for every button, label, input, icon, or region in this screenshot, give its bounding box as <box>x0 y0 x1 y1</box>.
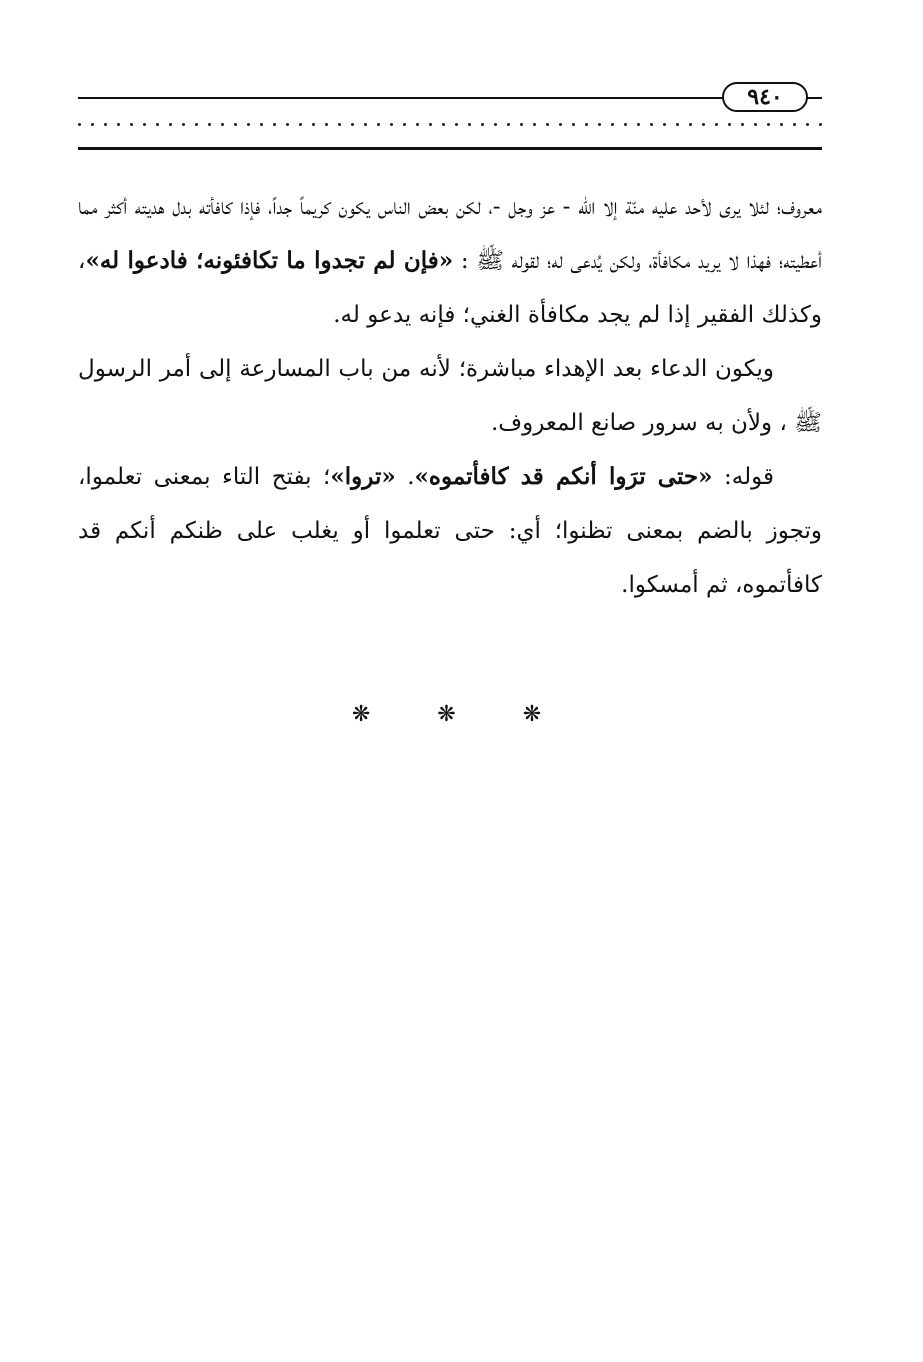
divider-dot <box>429 123 432 126</box>
divider-dot <box>377 123 380 126</box>
divider-dot <box>247 123 250 126</box>
divider-dot <box>156 123 159 126</box>
divider-dot <box>715 123 718 126</box>
divider-dot <box>793 123 796 126</box>
divider-dot <box>468 123 471 126</box>
divider-dot <box>351 123 354 126</box>
divider-dot <box>754 123 757 126</box>
divider-dot <box>169 123 172 126</box>
divider-dot <box>806 123 809 126</box>
hadith-quote: «فإن لم تجدوا ما تكافئونه؛ فادعوا له» <box>85 247 454 274</box>
paragraph-3-sep: . <box>395 464 415 490</box>
divider-dot <box>117 123 120 126</box>
divider-dot <box>741 123 744 126</box>
quoted-word: «تروا» <box>330 463 396 490</box>
divider-dot <box>689 123 692 126</box>
paragraph-3-rest: ؛ بفتح التاء بمعنى تعلموا، وتجوز بالضم بمعنى تظنوا؛ أي: حتى تعلموا أو يغلب على ظنكم أنكم قد كافأتموه، ثم أمسكوا. <box>78 464 822 598</box>
paragraph-1-text-a: معروف؛ لئلا يرى لأحد عليه منّة إلا الله - عز وجل -، لكن بعض الناس يكون كريماً جداً، فإذا كافأته بدل هديته أكثر مما أعطيته؛ فهذا لا يريد مكافأة، ولكن يُدعى له؛ لقوله ﷺ : <box>78 194 822 274</box>
divider-dot <box>624 123 627 126</box>
paragraph-2: ويكون الدعاء بعد الإهداء مباشرة؛ لأنه من باب المسارعة إلى أمر الرسول ﷺ ، ولأن به سرور صانع المعروف. <box>78 356 822 436</box>
divider-dot <box>494 123 497 126</box>
divider-dot <box>208 123 211 126</box>
divider-dot <box>546 123 549 126</box>
divider-dot <box>585 123 588 126</box>
divider-dot <box>819 123 822 126</box>
page-number: ٩٤٠ <box>747 84 783 110</box>
divider-dot <box>234 123 237 126</box>
divider-dot <box>572 123 575 126</box>
dotted-divider <box>78 118 822 130</box>
divider-dot <box>273 123 276 126</box>
divider-dot <box>195 123 198 126</box>
paragraph-3-lead: قوله: <box>712 464 774 490</box>
divider-dot <box>676 123 679 126</box>
divider-dot <box>663 123 666 126</box>
divider-dot <box>780 123 783 126</box>
divider-dot <box>520 123 523 126</box>
divider-dot <box>130 123 133 126</box>
divider-dot <box>611 123 614 126</box>
divider-dot <box>338 123 341 126</box>
divider-dot <box>390 123 393 126</box>
divider-dot <box>767 123 770 126</box>
divider-dot <box>702 123 705 126</box>
paragraph-3 <box>78 450 822 612</box>
page-number-badge <box>722 82 808 112</box>
header-top-rule <box>78 97 822 99</box>
page-body <box>78 180 822 612</box>
divider-dot <box>260 123 263 126</box>
divider-dot <box>221 123 224 126</box>
divider-dot <box>286 123 289 126</box>
divider-dot <box>182 123 185 126</box>
divider-dot <box>312 123 315 126</box>
divider-dot <box>143 123 146 126</box>
divider-dot <box>481 123 484 126</box>
divider-dot <box>403 123 406 126</box>
divider-dot <box>637 123 640 126</box>
divider-dot <box>78 123 81 126</box>
header-bottom-rule <box>78 147 822 150</box>
divider-dot <box>650 123 653 126</box>
page-header <box>78 78 822 158</box>
divider-dot <box>416 123 419 126</box>
divider-dot <box>559 123 562 126</box>
divider-dot <box>728 123 731 126</box>
paragraph-1-text-b: ، وكذلك الفقير إذا لم يجد مكافأة الغني؛ فإنه يدعو له. <box>78 248 822 328</box>
paragraph-1 <box>78 180 822 342</box>
divider-dot <box>364 123 367 126</box>
divider-dot <box>598 123 601 126</box>
section-separator: ❋ ❋ ❋ <box>351 702 572 727</box>
quoted-phrase: «حتى ترَوا أنكم قد كافأتموه» <box>414 463 713 490</box>
divider-dot <box>104 123 107 126</box>
divider-dot <box>299 123 302 126</box>
divider-dot <box>91 123 94 126</box>
divider-dot <box>507 123 510 126</box>
divider-dot <box>533 123 536 126</box>
divider-dot <box>442 123 445 126</box>
divider-dot <box>325 123 328 126</box>
divider-dot <box>455 123 458 126</box>
